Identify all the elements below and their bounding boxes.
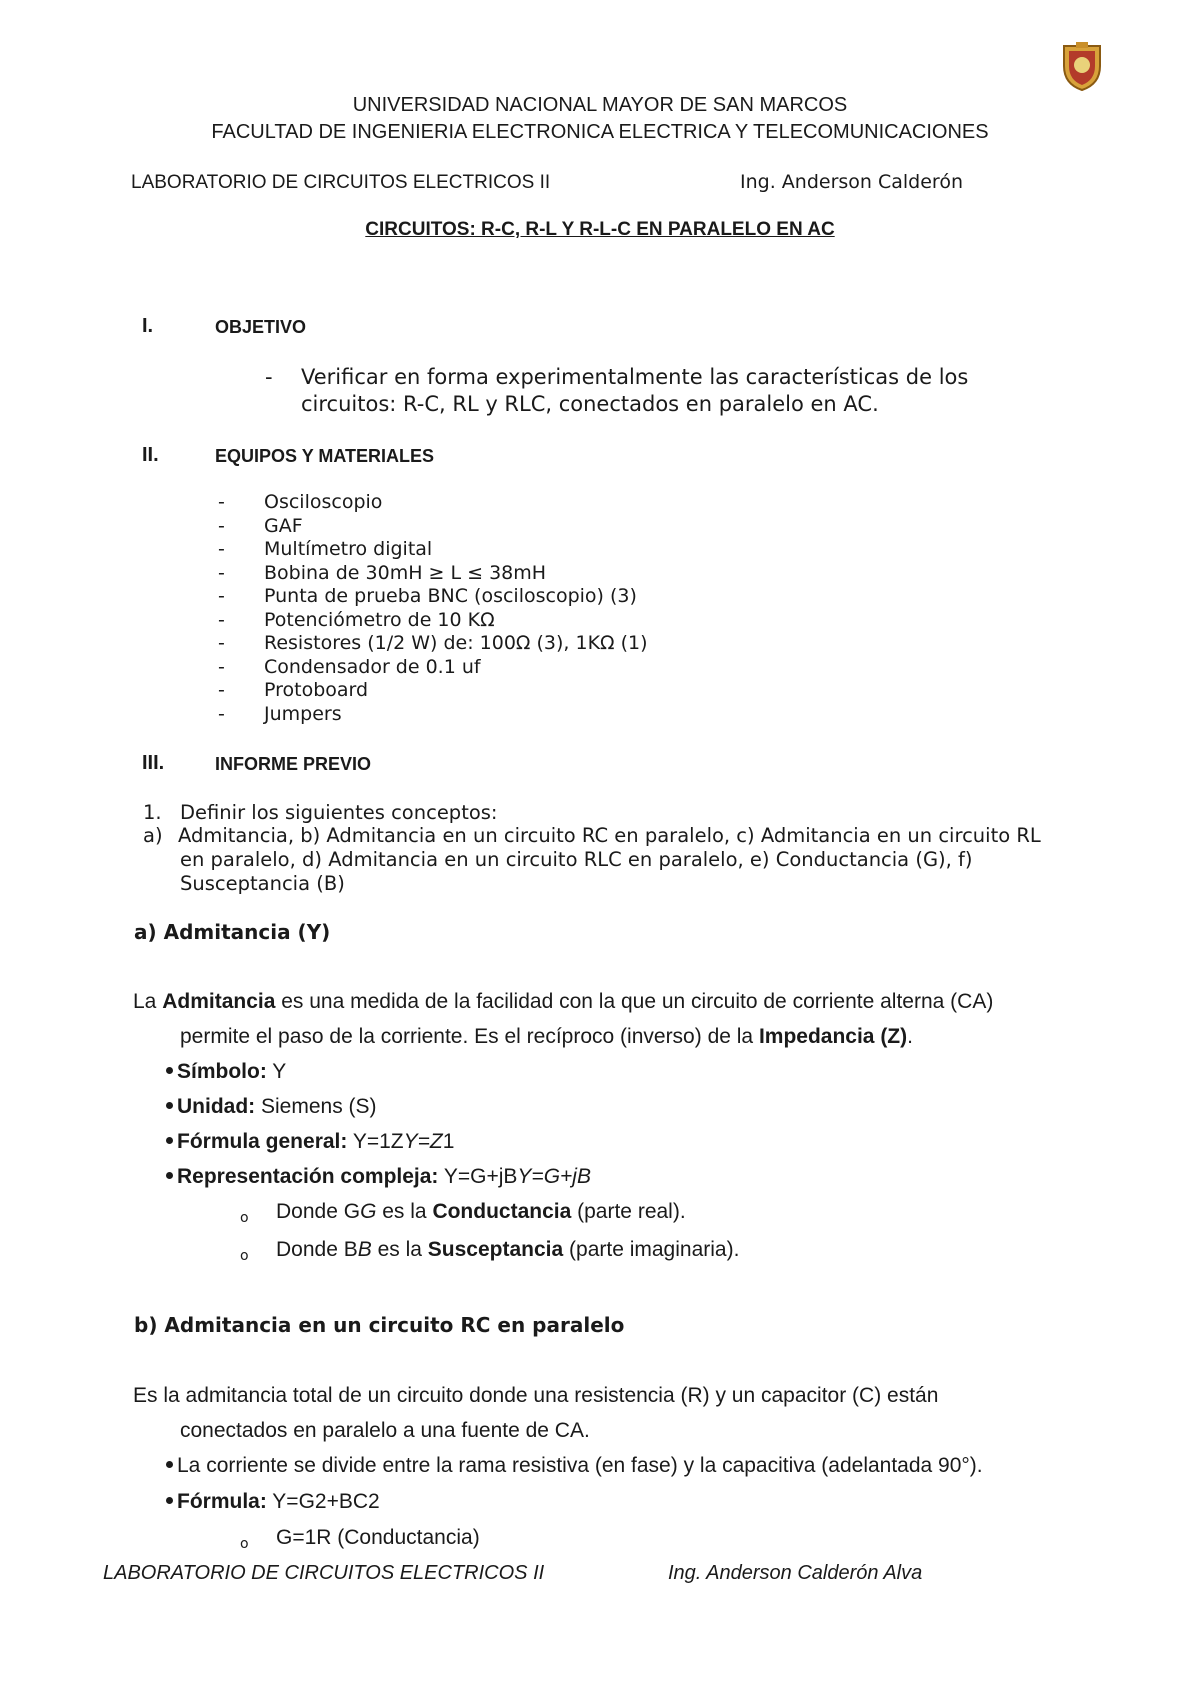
admitancia-paragraph-line-1: La Admitancia es una medida de la facilidad con la que un circuito de corriente alterna (CA) xyxy=(133,990,994,1013)
material-dash: - xyxy=(218,491,225,513)
material-item: Bobina de 30mH ≥ L ≤ 38mH xyxy=(264,561,547,584)
rc-sub-conductancia: G=1R (Conductancia) xyxy=(276,1526,480,1549)
question-1-number: 1. xyxy=(143,801,162,824)
admitancia-heading: a) Admitancia (Y) xyxy=(134,920,331,944)
material-item: Resistores (1/2 W) de: 100Ω (3), 1KΩ (1) xyxy=(264,632,648,654)
question-a-line-1: Admitancia, b) Admitancia en un circuito RC en paralelo, c) Admitancia en un circuito RL xyxy=(178,824,1041,847)
material-dash: - xyxy=(218,585,225,607)
university-seal-logo xyxy=(1060,40,1104,92)
objective-line-2: circuitos: R-C, RL y RLC, conectados en paralelo en AC. xyxy=(301,392,879,416)
bullet-icon xyxy=(166,1137,173,1144)
material-item: Multímetro digital xyxy=(264,538,433,560)
section-1-number: I. xyxy=(142,315,154,337)
sub-bullet-icon: o xyxy=(240,1536,249,1552)
bullet-icon xyxy=(166,1172,173,1179)
material-item: Condensador de 0.1 uf xyxy=(264,655,481,678)
question-a-line-2: en paralelo, d) Admitancia en un circuito RLC en paralelo, e) Conductancia (G), f) xyxy=(180,848,973,871)
material-dash: - xyxy=(218,514,225,537)
rc-bullet-corriente: La corriente se divide entre la rama resistiva (en fase) y la capacitiva (adelantada 90°). xyxy=(166,1454,983,1478)
rc-paragraph-line-1: Es la admitancia total de un circuito donde una resistencia (R) y un capacitor (C) están xyxy=(133,1384,939,1407)
section-3-number: III. xyxy=(142,752,165,774)
material-item: Protoboard xyxy=(264,679,369,701)
section-2-title: EQUIPOS Y MATERIALES xyxy=(215,446,435,466)
material-dash: - xyxy=(218,702,225,725)
bullet-icon xyxy=(166,1461,173,1468)
admitancia-sub-susceptancia: Donde BB es la Susceptancia (parte imaginaria). xyxy=(276,1238,740,1261)
material-item: Potenciómetro de 10 KΩ xyxy=(264,608,495,631)
admitancia-sub-conductancia: Donde GG es la Conductancia (parte real). xyxy=(276,1200,686,1223)
question-a-line-3: Susceptancia (B) xyxy=(180,872,345,895)
material-item: GAF xyxy=(264,514,303,537)
rc-bullet-formula: Fórmula: Y=G2+BC2 xyxy=(166,1490,380,1514)
sub-bullet-icon: o xyxy=(240,1210,249,1226)
material-dash: - xyxy=(218,632,225,654)
material-item: Jumpers xyxy=(264,702,342,725)
university-name: UNIVERSIDAD NACIONAL MAYOR DE SAN MARCOS xyxy=(352,94,848,116)
rc-paragraph-line-2: conectados en paralelo a una fuente de CA. xyxy=(180,1419,590,1442)
document-title: CIRCUITOS: R-C, R-L Y R-L-C EN PARALELO EN AC xyxy=(365,219,835,240)
bullet-icon xyxy=(166,1497,173,1504)
material-dash: - xyxy=(218,655,225,678)
lab-name: LABORATORIO DE CIRCUITOS ELECTRICOS II xyxy=(131,172,551,193)
material-dash: - xyxy=(218,561,225,584)
question-a-letter: a) xyxy=(143,824,163,847)
footer-instructor: Ing. Anderson Calderón Alva xyxy=(668,1562,923,1584)
material-dash: - xyxy=(218,679,225,701)
admitancia-bullet-unidad: Unidad: Siemens (S) xyxy=(166,1095,377,1119)
faculty-name: FACULTAD DE INGENIERIA ELECTRONICA ELECTRICA Y TELECOMUNICACIONES xyxy=(211,121,989,143)
section-1-title: OBJETIVO xyxy=(215,317,307,337)
sub-bullet-icon: o xyxy=(240,1248,249,1264)
objective-dash: - xyxy=(265,365,273,389)
material-dash: - xyxy=(218,608,225,631)
section-3-title: INFORME PREVIO xyxy=(215,754,372,774)
material-dash: - xyxy=(218,538,225,560)
bullet-icon xyxy=(166,1102,173,1109)
admitancia-bullet-simbolo: Símbolo: Y xyxy=(166,1060,286,1084)
admitancia-paragraph-line-2: permite el paso de la corriente. Es el recíproco (inverso) de la Impedancia (Z). xyxy=(180,1025,913,1048)
rc-heading: b) Admitancia en un circuito RC en paralelo xyxy=(134,1313,625,1337)
section-2-number: II. xyxy=(142,444,159,466)
objective-line-1: Verificar en forma experimentalmente las características de los xyxy=(301,365,969,389)
admitancia-bullet-formula: Fórmula general: Y=1ZY=Z1 xyxy=(166,1130,454,1154)
admitancia-bullet-representacion: Representación compleja: Y=G+jBY=G+jB xyxy=(166,1165,591,1189)
question-1-text: Definir los siguientes conceptos: xyxy=(180,801,498,824)
footer-lab: LABORATORIO DE CIRCUITOS ELECTRICOS II xyxy=(103,1562,545,1584)
instructor-name: Ing. Anderson Calderón xyxy=(740,171,963,193)
material-item: Punta de prueba BNC (osciloscopio) (3) xyxy=(264,585,637,607)
material-item: Osciloscopio xyxy=(264,491,383,513)
bullet-icon xyxy=(166,1067,173,1074)
